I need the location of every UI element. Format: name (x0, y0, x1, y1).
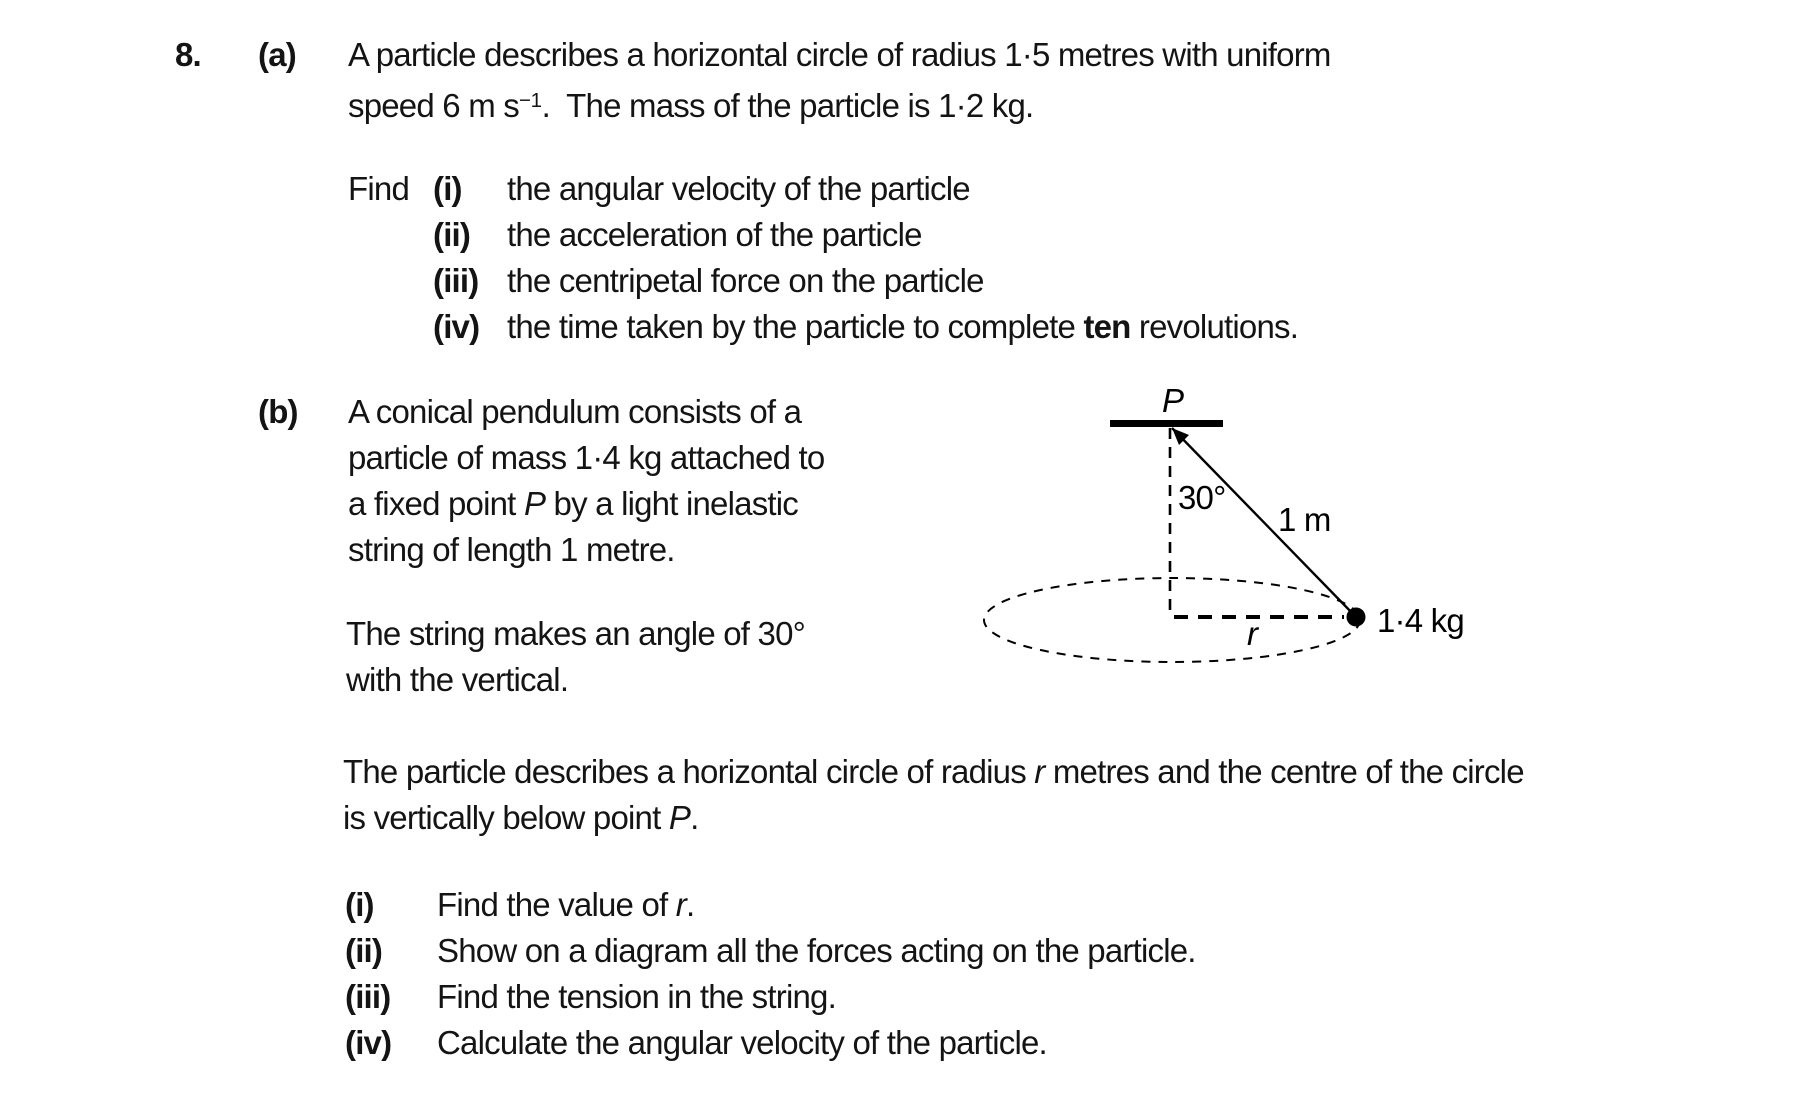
list-item (345, 882, 1445, 928)
item-text: Show on a diagram all the forces acting on the particle. (437, 932, 1196, 969)
item-text: Find the value of r. (437, 886, 695, 923)
item-numeral: (iii) (433, 262, 479, 299)
part-a-find-list (348, 166, 1448, 350)
part-b-item-list (345, 882, 1445, 1066)
text-line: The particle describes a horizontal circle of radius r metres and the centre of the circle (343, 753, 1524, 790)
list-item (348, 166, 1448, 212)
item-numeral: (ii) (433, 216, 471, 253)
particle-dot (1347, 608, 1366, 627)
text-line: a fixed point P by a light inelastic (348, 485, 798, 522)
text-line: A conical pendulum consists of a (348, 393, 802, 430)
item-numeral: (iv) (345, 1024, 392, 1061)
item-text: the time taken by the particle to complete ten revolutions. (507, 308, 1299, 345)
circular-path-ellipse (984, 578, 1360, 662)
item-numeral: (ii) (345, 932, 383, 969)
list-item (345, 928, 1445, 974)
find-label: Find (348, 170, 409, 207)
text-line: particle of mass 1·4 kg attached to (348, 439, 825, 476)
item-numeral: (i) (345, 886, 374, 923)
list-item (348, 212, 1448, 258)
item-numeral: (iii) (345, 978, 391, 1015)
list-item (348, 304, 1448, 350)
part-b-circle-text (343, 749, 1524, 841)
list-item (345, 974, 1445, 1020)
part-a-intro (348, 32, 1331, 124)
text-line: is vertically below point P. (343, 799, 699, 836)
part-b-label: (b) (258, 393, 298, 430)
list-item (348, 258, 1448, 304)
part-b-intro (348, 389, 824, 573)
conical-pendulum-diagram (950, 375, 1510, 685)
list-item (345, 1020, 1445, 1066)
text-line: with the vertical. (346, 661, 569, 698)
item-text: Find the tension in the string. (437, 978, 836, 1015)
string-length-label: 1 m (1278, 501, 1331, 538)
mass-label: 1·4 kg (1377, 602, 1464, 639)
item-text: the centripetal force on the particle (507, 262, 984, 299)
text-line: speed 6 m $s^{-1}$. The mass of the particle is 1·2 kg. (348, 87, 1034, 124)
item-numeral: (i) (433, 170, 462, 207)
question-number: 8. (175, 36, 201, 73)
text-line: A particle describes a horizontal circle of radius 1·5 metres with uniform (348, 36, 1331, 73)
item-text: the acceleration of the particle (507, 216, 922, 253)
item-text: Calculate the angular velocity of the particle. (437, 1024, 1047, 1061)
ceiling-bar (1110, 420, 1223, 427)
item-text: the angular velocity of the particle (507, 170, 970, 207)
part-b-angle-text (346, 611, 805, 703)
angle-label: 30° (1178, 479, 1226, 516)
point-p-label: P (1162, 382, 1184, 419)
radius-label: r (1247, 615, 1258, 652)
part-a-label: (a) (258, 36, 296, 73)
item-numeral: (iv) (433, 308, 480, 345)
text-line: string of length 1 metre. (348, 531, 675, 568)
text-line: The string makes an angle of 30° (346, 615, 806, 652)
